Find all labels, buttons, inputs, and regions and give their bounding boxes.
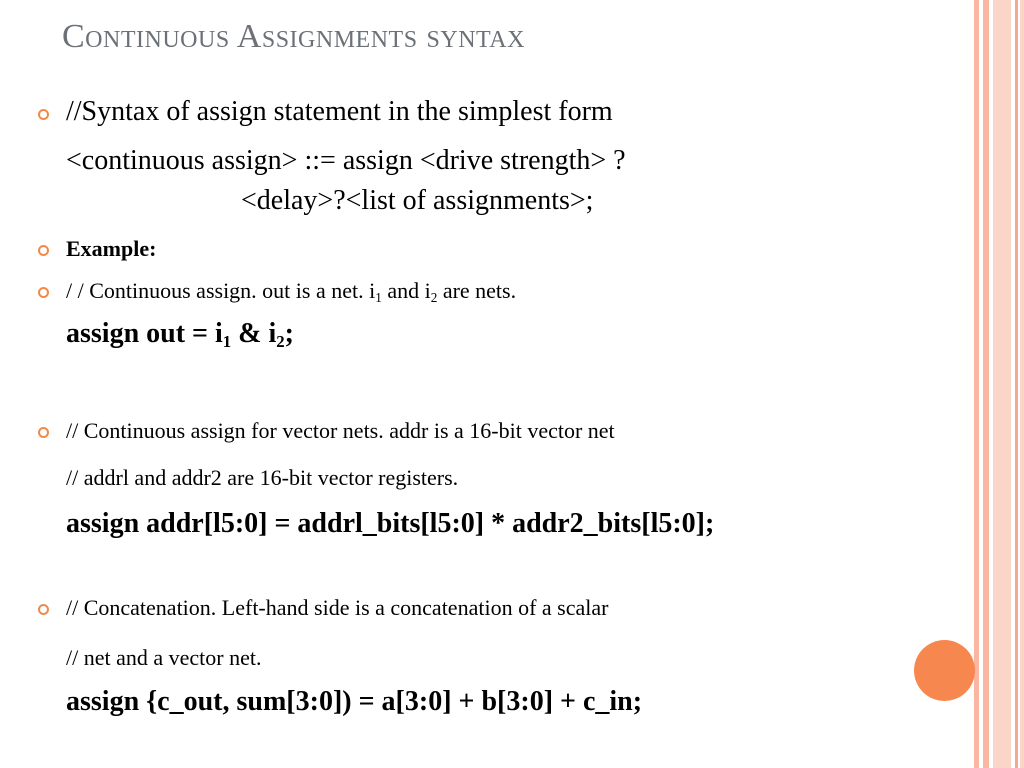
code-line-3: assign {c_out, sum[3:0]) = a[3:0] + b[3:0] + c_in; — [66, 686, 643, 717]
syntax-comment: //Syntax of assign statement in the simplest form — [66, 96, 613, 127]
syntax-line-2: <delay>?<list of assignments>; — [241, 185, 594, 216]
decor-stripe — [1020, 0, 1024, 768]
example-comment-1: / / Continuous assign. out is a net. $i_1$ and $i_2$ are nets. — [66, 278, 517, 305]
bullet-icon — [38, 109, 49, 120]
decor-stripe — [974, 0, 979, 768]
bullet-icon — [38, 427, 49, 438]
code-line-2: assign addr[l5:0] = addrl_bits[l5:0] * addr2_bits[l5:0]; — [66, 508, 715, 539]
decor-stripe — [983, 0, 989, 768]
example-comment-3b: // net and a vector net. — [66, 645, 262, 670]
slide-title: Continuous Assignments syntax — [62, 18, 525, 55]
decor-stripe — [993, 0, 1011, 768]
syntax-line-1: <continuous assign> ::= assign <drive strength> ? — [66, 145, 626, 176]
code-line-1: assign out = $i_1$ & $i_2$; — [66, 318, 294, 352]
example-heading: Example: — [66, 236, 157, 261]
bullet-icon — [38, 245, 49, 256]
example-comment-2b: // addrl and addr2 are 16-bit vector registers. — [66, 465, 459, 490]
example-comment-3: // Concatenation. Left-hand side is a concatenation of a scalar — [66, 595, 609, 620]
bullet-icon — [38, 287, 49, 298]
example-comment-2: // Continuous assign for vector nets. addr is a 16-bit vector net — [66, 418, 615, 443]
bullet-icon — [38, 604, 49, 615]
decor-stripe — [1015, 0, 1018, 768]
decor-circle-icon — [914, 640, 975, 701]
